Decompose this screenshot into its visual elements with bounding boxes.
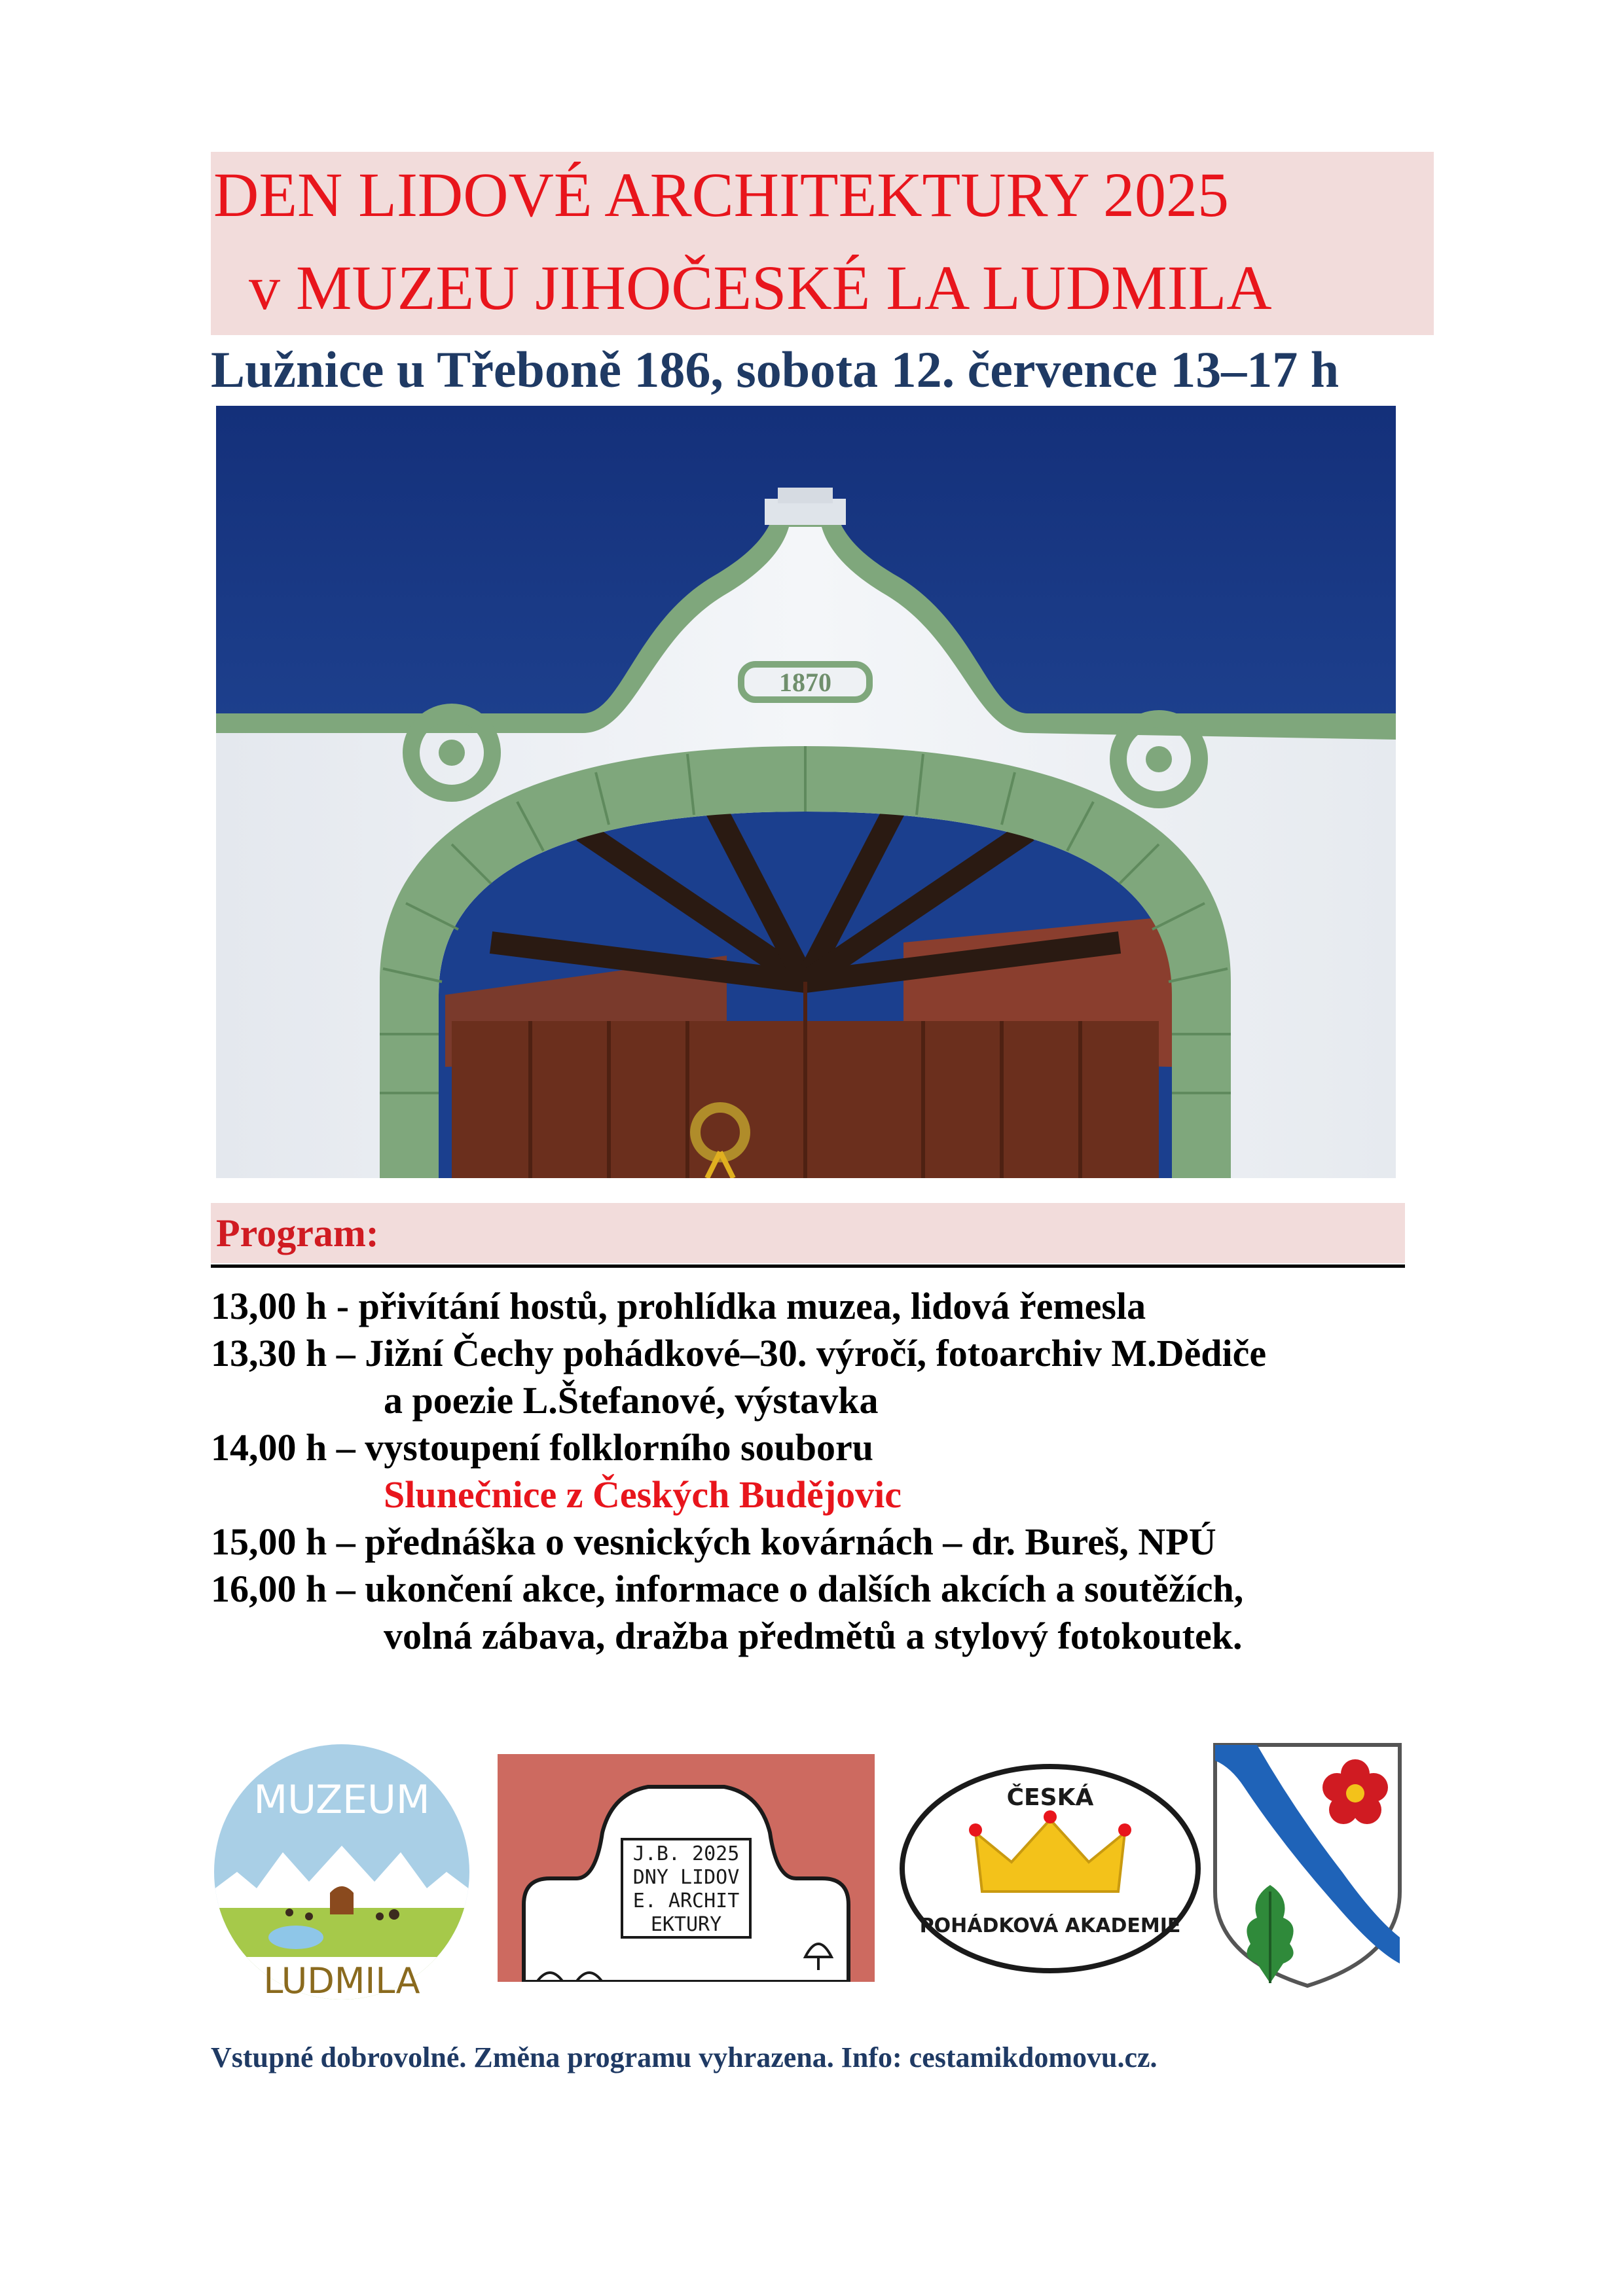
program-item: 13,30 h – Jižní Čechy pohádkové–30. výročí, fotoarchiv M.Dědiče [211,1332,1267,1374]
title-line-2: v MUZEU JIHOČESKÉ LA LUDMILA [249,253,1272,323]
pohadkova-logo-text-top: ČESKÁ [1006,1784,1094,1811]
title-line-1: DEN LIDOVÉ ARCHITEKTURY 2025 [213,160,1229,230]
title-block [211,152,1434,335]
footer-note: Vstupné dobrovolné. Změna programu vyhrazena. Info: cestamikdomovu.cz. [211,2041,1158,2073]
program-divider [211,1265,1405,1268]
jb-logo-line-3: E. ARCHIT [632,1890,740,1912]
program-item-ensemble-name: Slunečnice z Českých Budějovic [384,1473,902,1516]
jb-logo-line-4: EKTURY [650,1913,722,1936]
dny-lidove-architektury-logo [498,1754,875,1982]
program-list [211,1283,1455,1660]
muzeum-logo-text-bottom: LUDMILA [263,1960,420,2001]
event-location-date: Lužnice u Třeboně 186, sobota 12. července 13–17 h [211,341,1340,398]
muzeum-ludmila-logo [211,1741,473,2003]
muzeum-logo-text-top: MUZEUM [253,1777,430,1823]
municipal-coat-of-arms [1211,1741,1404,1990]
program-item: 15,00 h – přednáška o vesnických kovárnách – dr. Bureš, NPÚ [211,1520,1216,1563]
program-label: Program: [216,1211,379,1255]
ceska-pohadkova-akademie-logo [897,1761,1203,1977]
program-header [211,1203,1405,1263]
program-item: 14,00 h – vystoupení folklorního souboru [211,1426,874,1469]
gable-gate-photo [216,406,1396,1178]
program-item-continuation: a poezie L.Štefanové, výstavka [384,1379,879,1422]
gable-year-text: 1870 [779,668,831,697]
program-item-continuation: volná zábava, dražba předmětů a stylový fotokoutek. [384,1615,1243,1657]
jb-logo-line-2: DNY LIDOV [632,1866,740,1889]
jb-logo-line-1: J.B. 2025 [632,1842,740,1865]
program-item: 13,00 h - přivítání hostů, prohlídka muzea, lidová řemesla [211,1285,1146,1327]
pohadkova-logo-text-bottom: POHÁDKOVÁ AKADEMIE [919,1914,1181,1937]
program-item: 16,00 h – ukončení akce, informace o dalších akcích a soutěžích, [211,1568,1244,1610]
